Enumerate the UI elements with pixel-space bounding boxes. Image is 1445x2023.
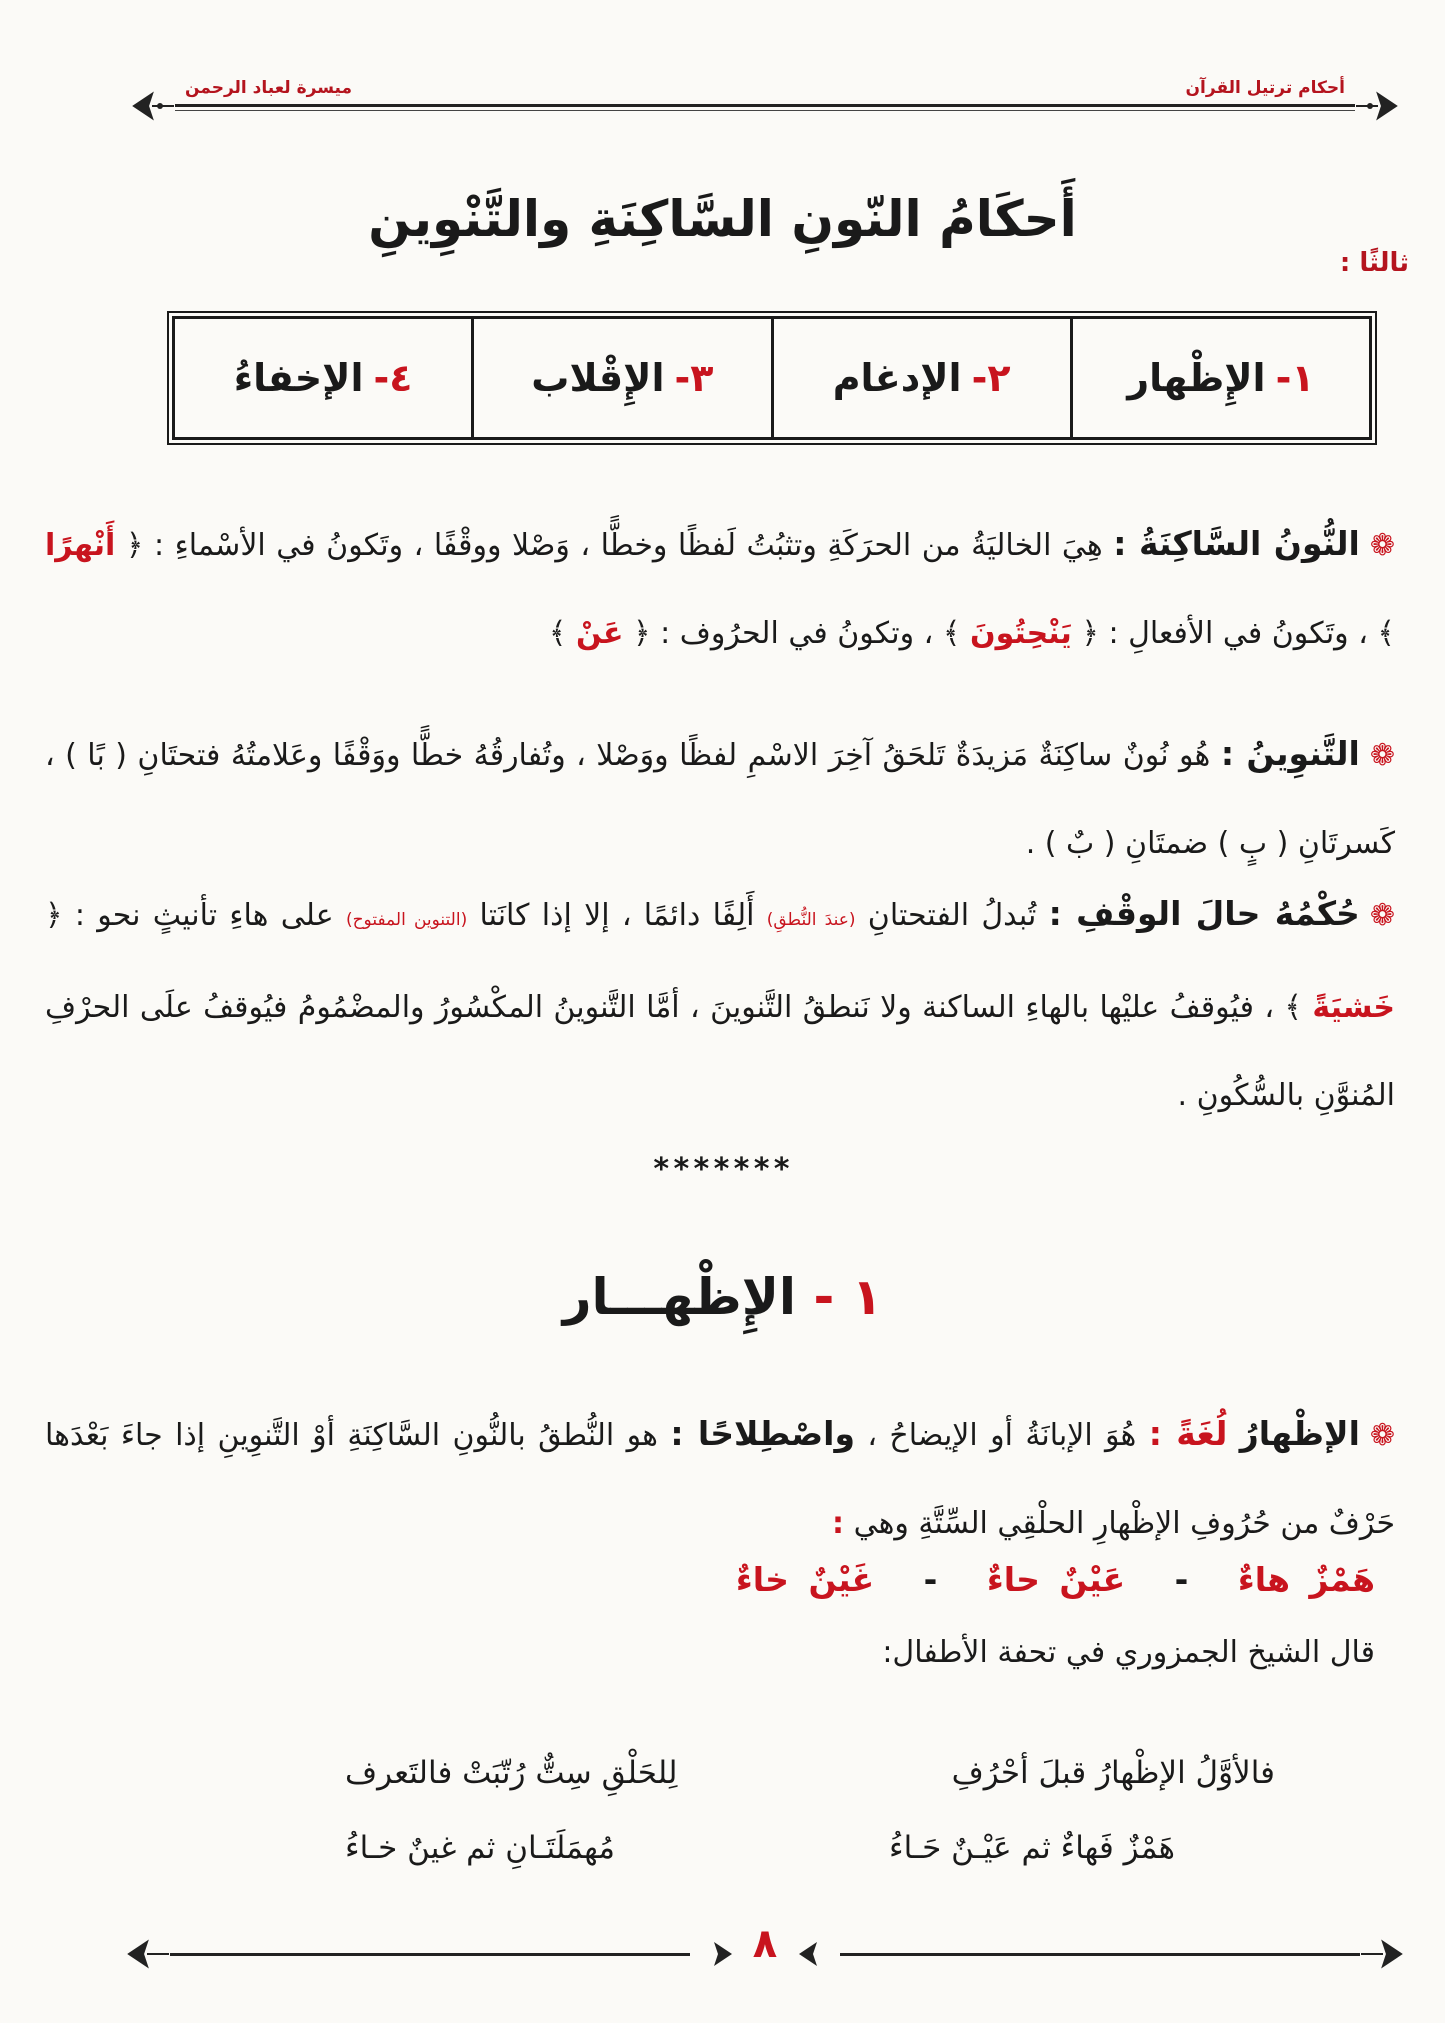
verse-hemistich: مُهمَلَتَـانِ ثم غينٌ خـاءُ	[345, 1830, 615, 1866]
example-word: أَنْهرًا	[45, 528, 116, 563]
footer-divider	[840, 1953, 1360, 1956]
page-number: ٨	[752, 1921, 778, 1967]
verse-hemistich: هَمْزٌ فَهاءٌ ثم عَيْـنٌ حَـاءُ	[889, 1830, 1175, 1866]
example-word: خَشيَةً	[1312, 990, 1395, 1025]
rule-number: ٣-	[674, 356, 714, 400]
rule-cell-idgham	[771, 319, 1070, 437]
izhar-letters	[736, 1560, 1375, 1599]
ornament-right-icon	[1352, 84, 1400, 128]
rule-cell-izhar	[1070, 319, 1369, 437]
chapter-label: ثالثًا :	[1339, 248, 1409, 278]
page-header	[130, 70, 1400, 130]
paragraph-text: هِيَ الخاليَةُ من الحرَكَةِ وتثبُتُ لَفظًا وخطًّا ، وَصْلا ووقْفًا ، وتَكونُ في الأسْماءِ : ﴿	[125, 528, 1103, 563]
poem-intro: قال الشيخ الجمزوري في تحفة الأطفال:	[882, 1635, 1375, 1670]
book-title: أحكام ترتيل القرآن	[1185, 78, 1345, 98]
header-divider-thin	[175, 110, 1355, 111]
letter-pair: غَيْنٌ خاءٌ	[735, 1560, 875, 1599]
verse-hemistich: لِلحَلْقِ سِتٌّ رُتّبَتْ فالتَعرف	[345, 1755, 678, 1791]
section-separator: *******	[652, 1152, 793, 1187]
paragraph-text: على هاءِ تأنيثٍ نحو : ﴿	[45, 898, 334, 933]
nun-sakinah-paragraph	[45, 500, 1395, 678]
letter-pair: عَيْنٌ حاءٌ	[986, 1560, 1126, 1599]
paragraph-text: هُو نُونٌ ساكِنَةٌ مَزيدَةٌ تَلحَقُ آخِرَ الاسْمِ لفظًا ووَصْلا ، وتُفارقُهُ خطًّا ووَقْفًا وعَلامتُهُ فتحتَانِ ( بًا ) ، كَسرتَانِ ( بٍ ) ضمتَانِ ( بٌ ) .	[45, 738, 1395, 861]
note-text: (عندَ النُّطقِ)	[766, 910, 856, 930]
term-label: التَّنوِينُ :	[1220, 734, 1360, 773]
term-label: حُكْمُهُ حالَ الوقْفِ :	[1048, 894, 1360, 933]
rule-label: الإِقْلاب	[531, 356, 665, 400]
series-title: ميسرة لعباد الرحمن	[185, 78, 352, 98]
bullet-flower-icon: ❁	[1369, 738, 1395, 773]
paragraph-text: هو النُّطقُ بالنُّونِ السَّاكِنَةِ أوْ التَّنوِينِ إذا جاءَ بَعْدَها حَرْفٌ من حُرُوفِ الإظْهارِ الحلْقِي السِّتَّةِ وهي	[45, 1418, 1395, 1541]
section-dash: -	[813, 1268, 835, 1326]
letter-pair: هَمْزٌ هاءٌ	[1237, 1560, 1375, 1599]
section-number: ١	[851, 1268, 883, 1326]
rule-cell-iqlab	[471, 319, 770, 437]
bullet-flower-icon: ❁	[1369, 898, 1395, 933]
bullet-flower-icon: ❁	[1369, 528, 1395, 563]
header-divider	[175, 104, 1355, 107]
page-footer	[125, 1921, 1405, 1985]
izhar-definition	[45, 1390, 1395, 1568]
rule-label: الإدغام	[832, 356, 962, 400]
rule-number: ٤-	[373, 356, 413, 400]
letter-separator: -	[923, 1560, 938, 1599]
ornament-left-icon	[130, 84, 178, 128]
paragraph-text: ﴾ ، وتكونُ في الحرُوف : ﴿	[633, 616, 961, 651]
term-label: النُّونُ السَّاكِنَةُ :	[1113, 524, 1360, 563]
paragraph-text: ﴾	[548, 616, 567, 651]
paragraph-text: أَلِفًا دائمًا ، إلا إذا كانَتا	[479, 898, 755, 933]
rule-label: الإخفاءُ	[233, 356, 364, 400]
paragraph-text: هُوَ الإبانَةُ أو الإيضاحُ ،	[867, 1418, 1137, 1453]
example-word: عَنْ	[576, 616, 624, 651]
rules-table	[172, 316, 1372, 440]
tanween-paragraph	[45, 710, 1395, 888]
ornament-right-icon	[1359, 1933, 1405, 1975]
rule-cell-ikhfa	[175, 319, 471, 437]
bullet-flower-icon: ❁	[1369, 1418, 1396, 1453]
section-title: الإِظْهـــار	[562, 1268, 797, 1326]
term-label-red: لُغَةً :	[1148, 1414, 1228, 1453]
section-heading	[0, 1268, 1445, 1326]
rule-label: الإِظْهار	[1127, 356, 1266, 400]
verse-hemistich: فالأوَّلُ الإظْهارُ قبلَ أحْرُفِ	[951, 1755, 1275, 1791]
note-text: (التنوين المفتوح)	[345, 910, 468, 930]
page-title: أَحكَامُ النّونِ السَّاكِنَةِ والتَّنْوِينِ	[368, 190, 1077, 248]
term-label: واصْطِلاحًا :	[670, 1414, 855, 1453]
ornament-center-right-icon	[795, 1933, 841, 1975]
colon-mark: :	[832, 1506, 845, 1541]
term-label: الإظْهارُ	[1239, 1414, 1360, 1453]
rule-number: ١-	[1275, 356, 1315, 400]
example-word: يَنْحِتُونَ	[970, 616, 1072, 651]
waqf-paragraph	[45, 870, 1395, 1140]
paragraph-text: ﴾ ، فيُوقفُ عليْها بالهاءِ الساكنة ولا نَنطقُ التَّنوينَ ، أمَّا التَّنوينُ المكْسُورُ والمضْمُومُ فيُوقفُ علَى الحرْفِ المُنوَّنِ بالسُّكُونِ .	[45, 990, 1395, 1113]
letter-separator: -	[1174, 1560, 1189, 1599]
paragraph-text: ﴾ ، وتَكونُ في الأفعالِ : ﴿	[1081, 616, 1395, 651]
rule-number: ٢-	[971, 356, 1011, 400]
paragraph-text: تُبدلُ الفتحتانِ	[867, 898, 1037, 933]
